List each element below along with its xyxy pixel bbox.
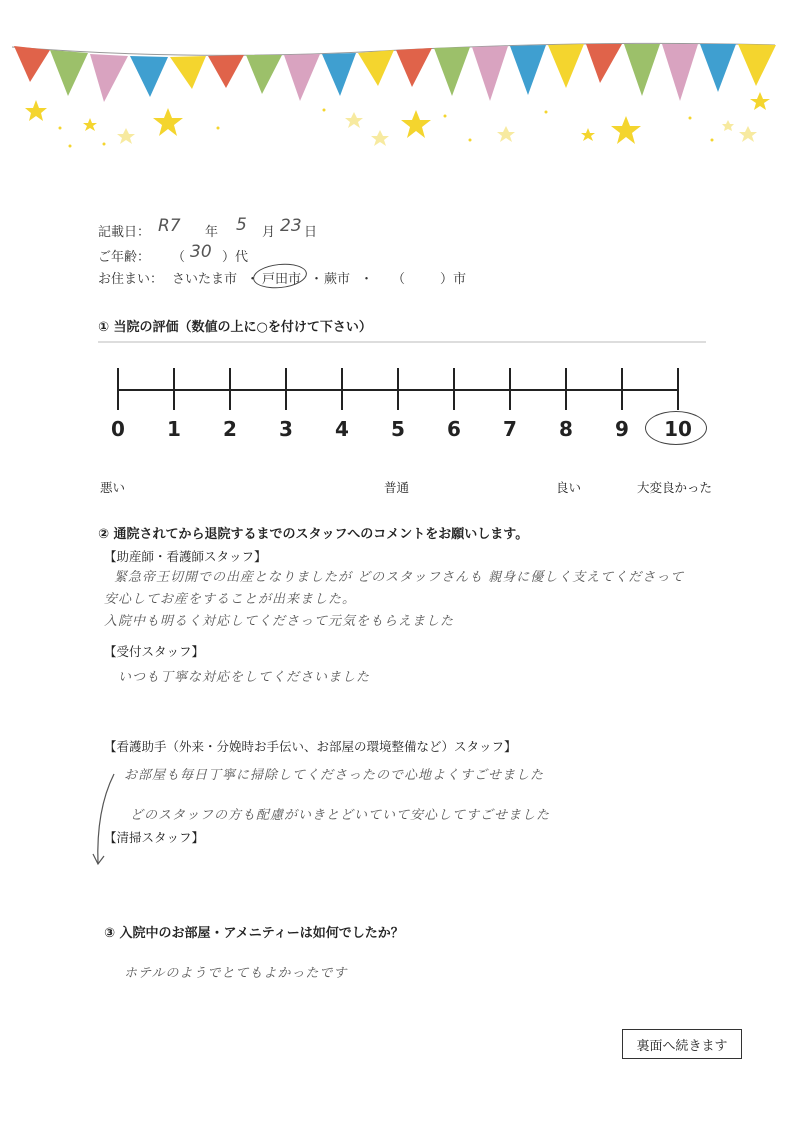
age-value[interactable]: 30 [190, 242, 212, 262]
star-icon [401, 110, 431, 138]
scale-number-6[interactable]: 6 [447, 417, 461, 441]
scale-number-0[interactable]: 0 [111, 417, 125, 441]
star-icon [371, 130, 389, 146]
flag-icon [90, 54, 128, 102]
flag-icon [738, 44, 776, 86]
flag-icon [284, 54, 320, 101]
rating-selection-circle [645, 411, 707, 445]
bunting-banner [0, 0, 800, 170]
residence-separator: ・ [360, 272, 374, 287]
flag-icon [700, 44, 736, 92]
year-label: 年 [205, 225, 219, 240]
flag-icon [548, 44, 584, 88]
flag-icon [586, 44, 622, 83]
rating-label-normal: 普通 [384, 480, 410, 495]
reception-comment-line[interactable]: いつも丁寧な対応をしてくださいました [118, 670, 371, 685]
flag-icon [662, 44, 698, 101]
month-value[interactable]: 5 [236, 215, 247, 235]
star-icon [750, 92, 770, 110]
star-icon [497, 126, 515, 142]
midwife-comment-line[interactable]: 緊急帝王切開での出産となりましたが どのスタッフさんも 親身に優しく支えてくださって [114, 570, 685, 585]
flag-icon [322, 53, 356, 96]
assistant-comment-line[interactable]: どのスタッフの方も配慮がいきとどいていて安心してすごせました [130, 808, 551, 823]
flag-icon [208, 55, 244, 88]
residence-separator: ・ [310, 272, 324, 287]
scale-number-10[interactable]: 10 [664, 417, 692, 441]
age-close: ）代 [222, 250, 249, 265]
day-value[interactable]: 23 [280, 216, 302, 236]
residence-other-open: （ [392, 272, 406, 287]
flag-icon [396, 48, 432, 87]
residence-label: お住まい： [98, 272, 164, 287]
star-icon [345, 112, 363, 128]
scale-number-3[interactable]: 3 [279, 417, 293, 441]
scale-number-4[interactable]: 4 [335, 417, 349, 441]
reception-staff-label: 【受付スタッフ】 [104, 644, 205, 659]
age-label: ご年齢： [98, 250, 151, 265]
residence-option-saitama[interactable]: さいたま市 [172, 272, 238, 287]
assistant-comment-line[interactable]: お部屋も毎日丁寧に掃除してくださったので心地よくすごせました [124, 768, 545, 783]
midwife-comment-line[interactable]: 安心してお産をすることが出来ました。 [104, 592, 357, 607]
flag-icon [246, 55, 282, 94]
flag-icon [50, 50, 88, 96]
flag-icon [358, 50, 394, 86]
age-open: （ [172, 250, 186, 265]
star-icon [581, 128, 595, 141]
assistant-staff-label: 【看護助手（外来・分娩時お手伝い、お部屋の環境整備など）スタッフ】 [104, 739, 517, 754]
midwife-staff-label: 【助産師・看護師スタッフ】 [104, 549, 267, 564]
flag-icon [624, 44, 660, 96]
rating-label-good: 良い [556, 480, 582, 495]
rating-label-very-good: 大変良かった [637, 480, 713, 495]
residence-separator: ・ [246, 272, 260, 287]
flag-icon [434, 47, 470, 96]
scale-number-2[interactable]: 2 [223, 417, 237, 441]
flag-icon [130, 56, 168, 97]
scale-number-1[interactable]: 1 [167, 417, 181, 441]
scale-number-9[interactable]: 9 [615, 417, 629, 441]
midwife-comment-line[interactable]: 入院中も明るく対応してくださって元気をもらえました [104, 614, 455, 629]
handwritten-arrow-icon [90, 770, 130, 870]
star-icon [153, 108, 183, 136]
date-label: 記載日： [98, 225, 151, 240]
scale-number-7[interactable]: 7 [503, 417, 517, 441]
day-label: 日 [304, 225, 318, 240]
star-icon [611, 116, 641, 144]
scale-number-8[interactable]: 8 [559, 417, 573, 441]
star-icon [83, 118, 97, 131]
month-label: 月 [262, 225, 276, 240]
date-era[interactable]: R7 [158, 216, 181, 236]
cleaning-staff-label: 【清掃スタッフ】 [104, 830, 205, 845]
flag-icon [472, 46, 508, 101]
flag-icon [14, 46, 50, 82]
star-icon [739, 126, 757, 142]
star-icon [117, 128, 135, 144]
residence-other-close[interactable]: ）市 [440, 272, 467, 287]
flag-icon [510, 45, 546, 95]
star-icon [25, 100, 47, 121]
room-answer[interactable]: ホテルのようでとてもよかったです [124, 966, 348, 981]
rating-title: ① 当院の評価（数値の上に○を付けて下さい） [98, 320, 372, 335]
scale-number-5[interactable]: 5 [391, 417, 405, 441]
comments-title: ② 通院されてから退院するまでのスタッフへのコメントをお願いします。 [98, 527, 529, 542]
continue-on-back-label: 裏面へ続きます [622, 1029, 742, 1059]
residence-option-warabi[interactable]: 蕨市 [324, 272, 351, 287]
residence-option-toda[interactable]: 戸田市 [262, 272, 302, 287]
star-icon [722, 120, 734, 131]
room-title: ③ 入院中のお部屋・アメニティーは如何でしたか？ [104, 926, 404, 941]
flag-icon [170, 56, 206, 89]
rating-label-bad: 悪い [100, 480, 126, 495]
